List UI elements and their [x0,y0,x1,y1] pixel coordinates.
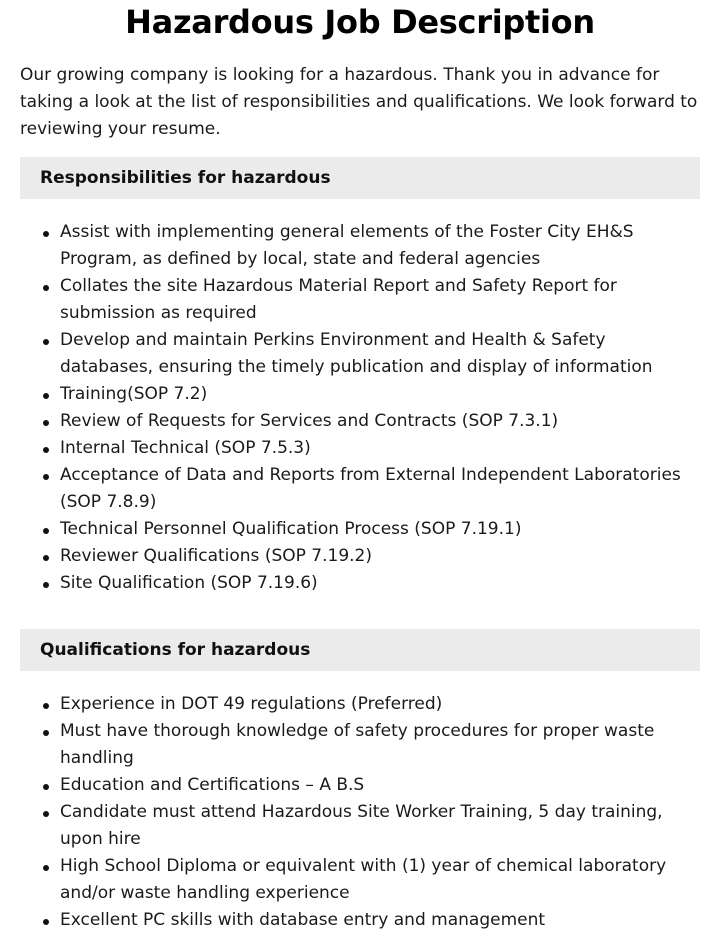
bullet-icon [43,582,49,588]
list-item [20,799,700,853]
list-item-text: Experience in DOT 49 regulations (Preferred) [60,694,443,714]
section-spacer [20,597,700,615]
list-item-text: Assist with implementing general elements of the Foster City EH&S Program, as defined by local, state and federal agencies [60,222,634,269]
bullet-icon [43,231,49,237]
list-item-text: Training(SOP 7.2) [60,384,208,404]
list-item-text: Develop and maintain Perkins Environment and Health & Safety databases, ensuring the timely publication and display of information [60,330,653,377]
qualifications-heading: Qualifications for hazardous [20,629,700,671]
list-item-text: Site Qualification (SOP 7.19.6) [60,573,318,593]
bullet-icon [43,730,49,736]
list-item [20,381,700,408]
bullet-icon [43,703,49,709]
list-item-text: Review of Requests for Services and Contracts (SOP 7.3.1) [60,411,559,431]
list-item [20,772,700,799]
bullet-icon [43,811,49,817]
bullet-icon [43,919,49,925]
list-item-text: Internal Technical (SOP 7.5.3) [60,438,311,458]
qualifications-list [20,691,700,934]
responsibilities-section [20,157,700,597]
list-item [20,907,700,934]
qualifications-section [20,629,700,934]
bullet-icon [43,339,49,345]
list-item-text: Acceptance of Data and Reports from External Independent Laboratories (SOP 7.8.9) [60,465,681,512]
responsibilities-list [20,219,700,597]
responsibilities-heading: Responsibilities for hazardous [20,157,700,199]
bullet-icon [43,555,49,561]
bullet-icon [43,447,49,453]
list-item-text: Reviewer Qualifications (SOP 7.19.2) [60,546,372,566]
list-item-text: Must have thorough knowledge of safety procedures for proper waste handling [60,721,655,768]
bullet-icon [43,784,49,790]
list-item-text: Collates the site Hazardous Material Report and Safety Report for submission as required [60,276,617,323]
bullet-icon [43,285,49,291]
list-item [20,408,700,435]
bullet-icon [43,865,49,871]
list-item [20,219,700,273]
page-title: Hazardous Job Description [125,3,595,41]
list-item [20,718,700,772]
list-item-text: Excellent PC skills with database entry and management [60,910,546,930]
list-item [20,273,700,327]
list-item-text: Technical Personnel Qualification Process (SOP 7.19.1) [60,519,522,539]
list-item [20,691,700,718]
list-item-text: High School Diploma or equivalent with (1) year of chemical laboratory and/or waste handling experience [60,856,667,903]
list-item [20,462,700,516]
bullet-icon [43,393,49,399]
list-item-text: Education and Certifications – A B.S [60,775,365,795]
bullet-icon [43,528,49,534]
list-item-text: Candidate must attend Hazardous Site Worker Training, 5 day training, upon hire [60,802,663,849]
list-item [20,570,700,597]
list-item [20,435,700,462]
list-item [20,853,700,907]
list-item [20,516,700,543]
list-item [20,543,700,570]
list-item [20,327,700,381]
bullet-icon [43,474,49,480]
intro-paragraph: Our growing company is looking for a hazardous. Thank you in advance for taking a look at the list of responsibilities and qualifications. We look forward to reviewing your resume. [20,65,698,139]
bullet-icon [43,420,49,426]
